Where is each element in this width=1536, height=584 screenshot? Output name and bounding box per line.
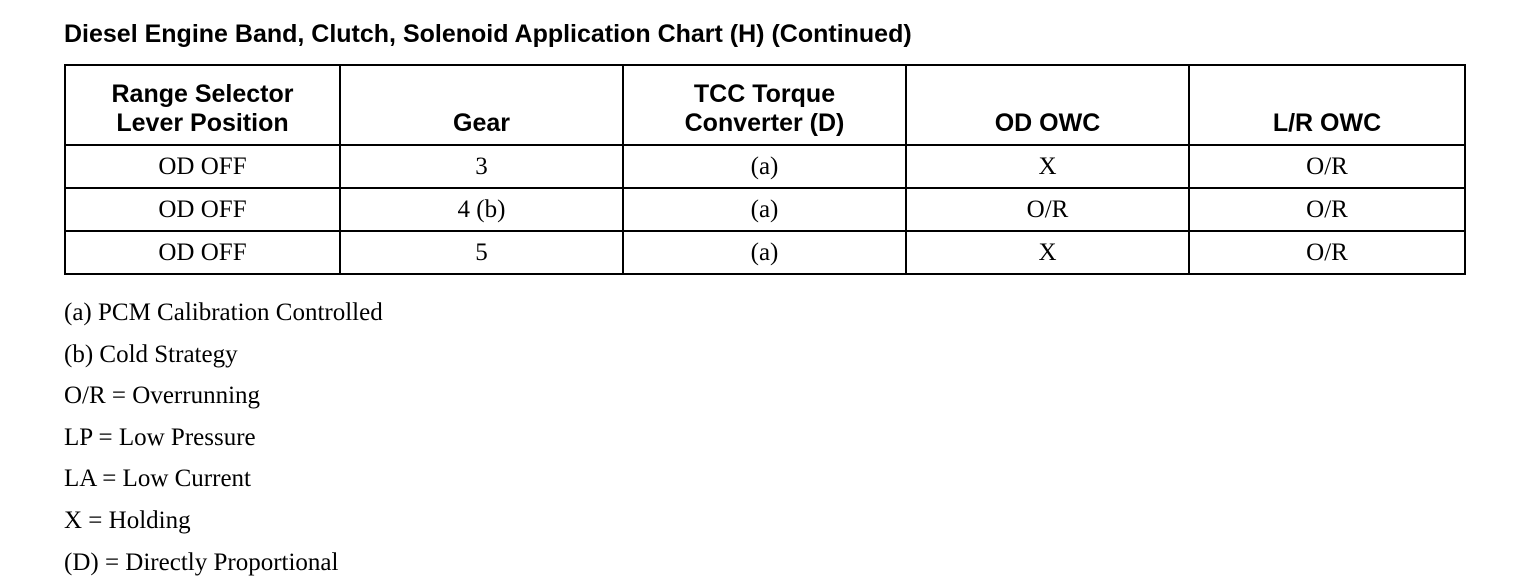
cell-od-owc: X [906, 231, 1189, 274]
cell-lr-owc: O/R [1189, 188, 1465, 231]
legend-item-holding: X = Holding [64, 506, 191, 534]
cell-tcc-torque-converter: (a) [623, 231, 906, 274]
legend-item-cold-strategy: (b) Cold Strategy [64, 340, 238, 368]
cell-range-selector: OD OFF [65, 231, 340, 274]
chart-legend [64, 292, 383, 583]
legend-item-directly-proportional: (D) = Directly Proportional [64, 548, 339, 576]
table-row [65, 145, 1465, 188]
header-od-owc [906, 65, 1189, 145]
legend-item-overrunning: O/R = Overrunning [64, 382, 261, 410]
table-row [65, 188, 1465, 231]
legend-item-pcm-calibration: (a) PCM Calibration Controlled [64, 299, 383, 326]
header-line: L/R OWC [1272, 109, 1382, 137]
cell-lr-owc: O/R [1189, 145, 1465, 188]
header-range-selector-lever-position [65, 65, 340, 145]
header-line: OD OWC [994, 109, 1101, 137]
header-tcc-torque-converter [623, 65, 906, 145]
header-line: Lever Position [116, 109, 289, 137]
legend-item-low-pressure: LP = Low Pressure [64, 423, 256, 451]
legend-item-low-current: LA = Low Current [64, 465, 251, 493]
cell-gear: 4 (b) [340, 188, 623, 231]
header-gear [340, 65, 623, 145]
cell-tcc-torque-converter: (a) [623, 188, 906, 231]
header-line: Gear [453, 109, 510, 137]
cell-gear: 3 [340, 145, 623, 188]
cell-gear: 5 [340, 231, 623, 274]
header-line: TCC Torque [693, 80, 836, 108]
cell-od-owc: X [906, 145, 1189, 188]
table-header-row [65, 65, 1465, 145]
application-chart-table [64, 64, 1466, 275]
header-lr-owc [1189, 65, 1465, 145]
table-row [65, 231, 1465, 274]
cell-range-selector: OD OFF [65, 145, 340, 188]
cell-tcc-torque-converter: (a) [623, 145, 906, 188]
cell-lr-owc: O/R [1189, 231, 1465, 274]
cell-range-selector: OD OFF [65, 188, 340, 231]
header-line: Converter (D) [684, 109, 845, 137]
cell-od-owc: O/R [906, 188, 1189, 231]
chart-title: Diesel Engine Band, Clutch, Solenoid Application Chart (H) (Continued) [64, 20, 912, 48]
header-line: Range Selector [111, 80, 294, 108]
